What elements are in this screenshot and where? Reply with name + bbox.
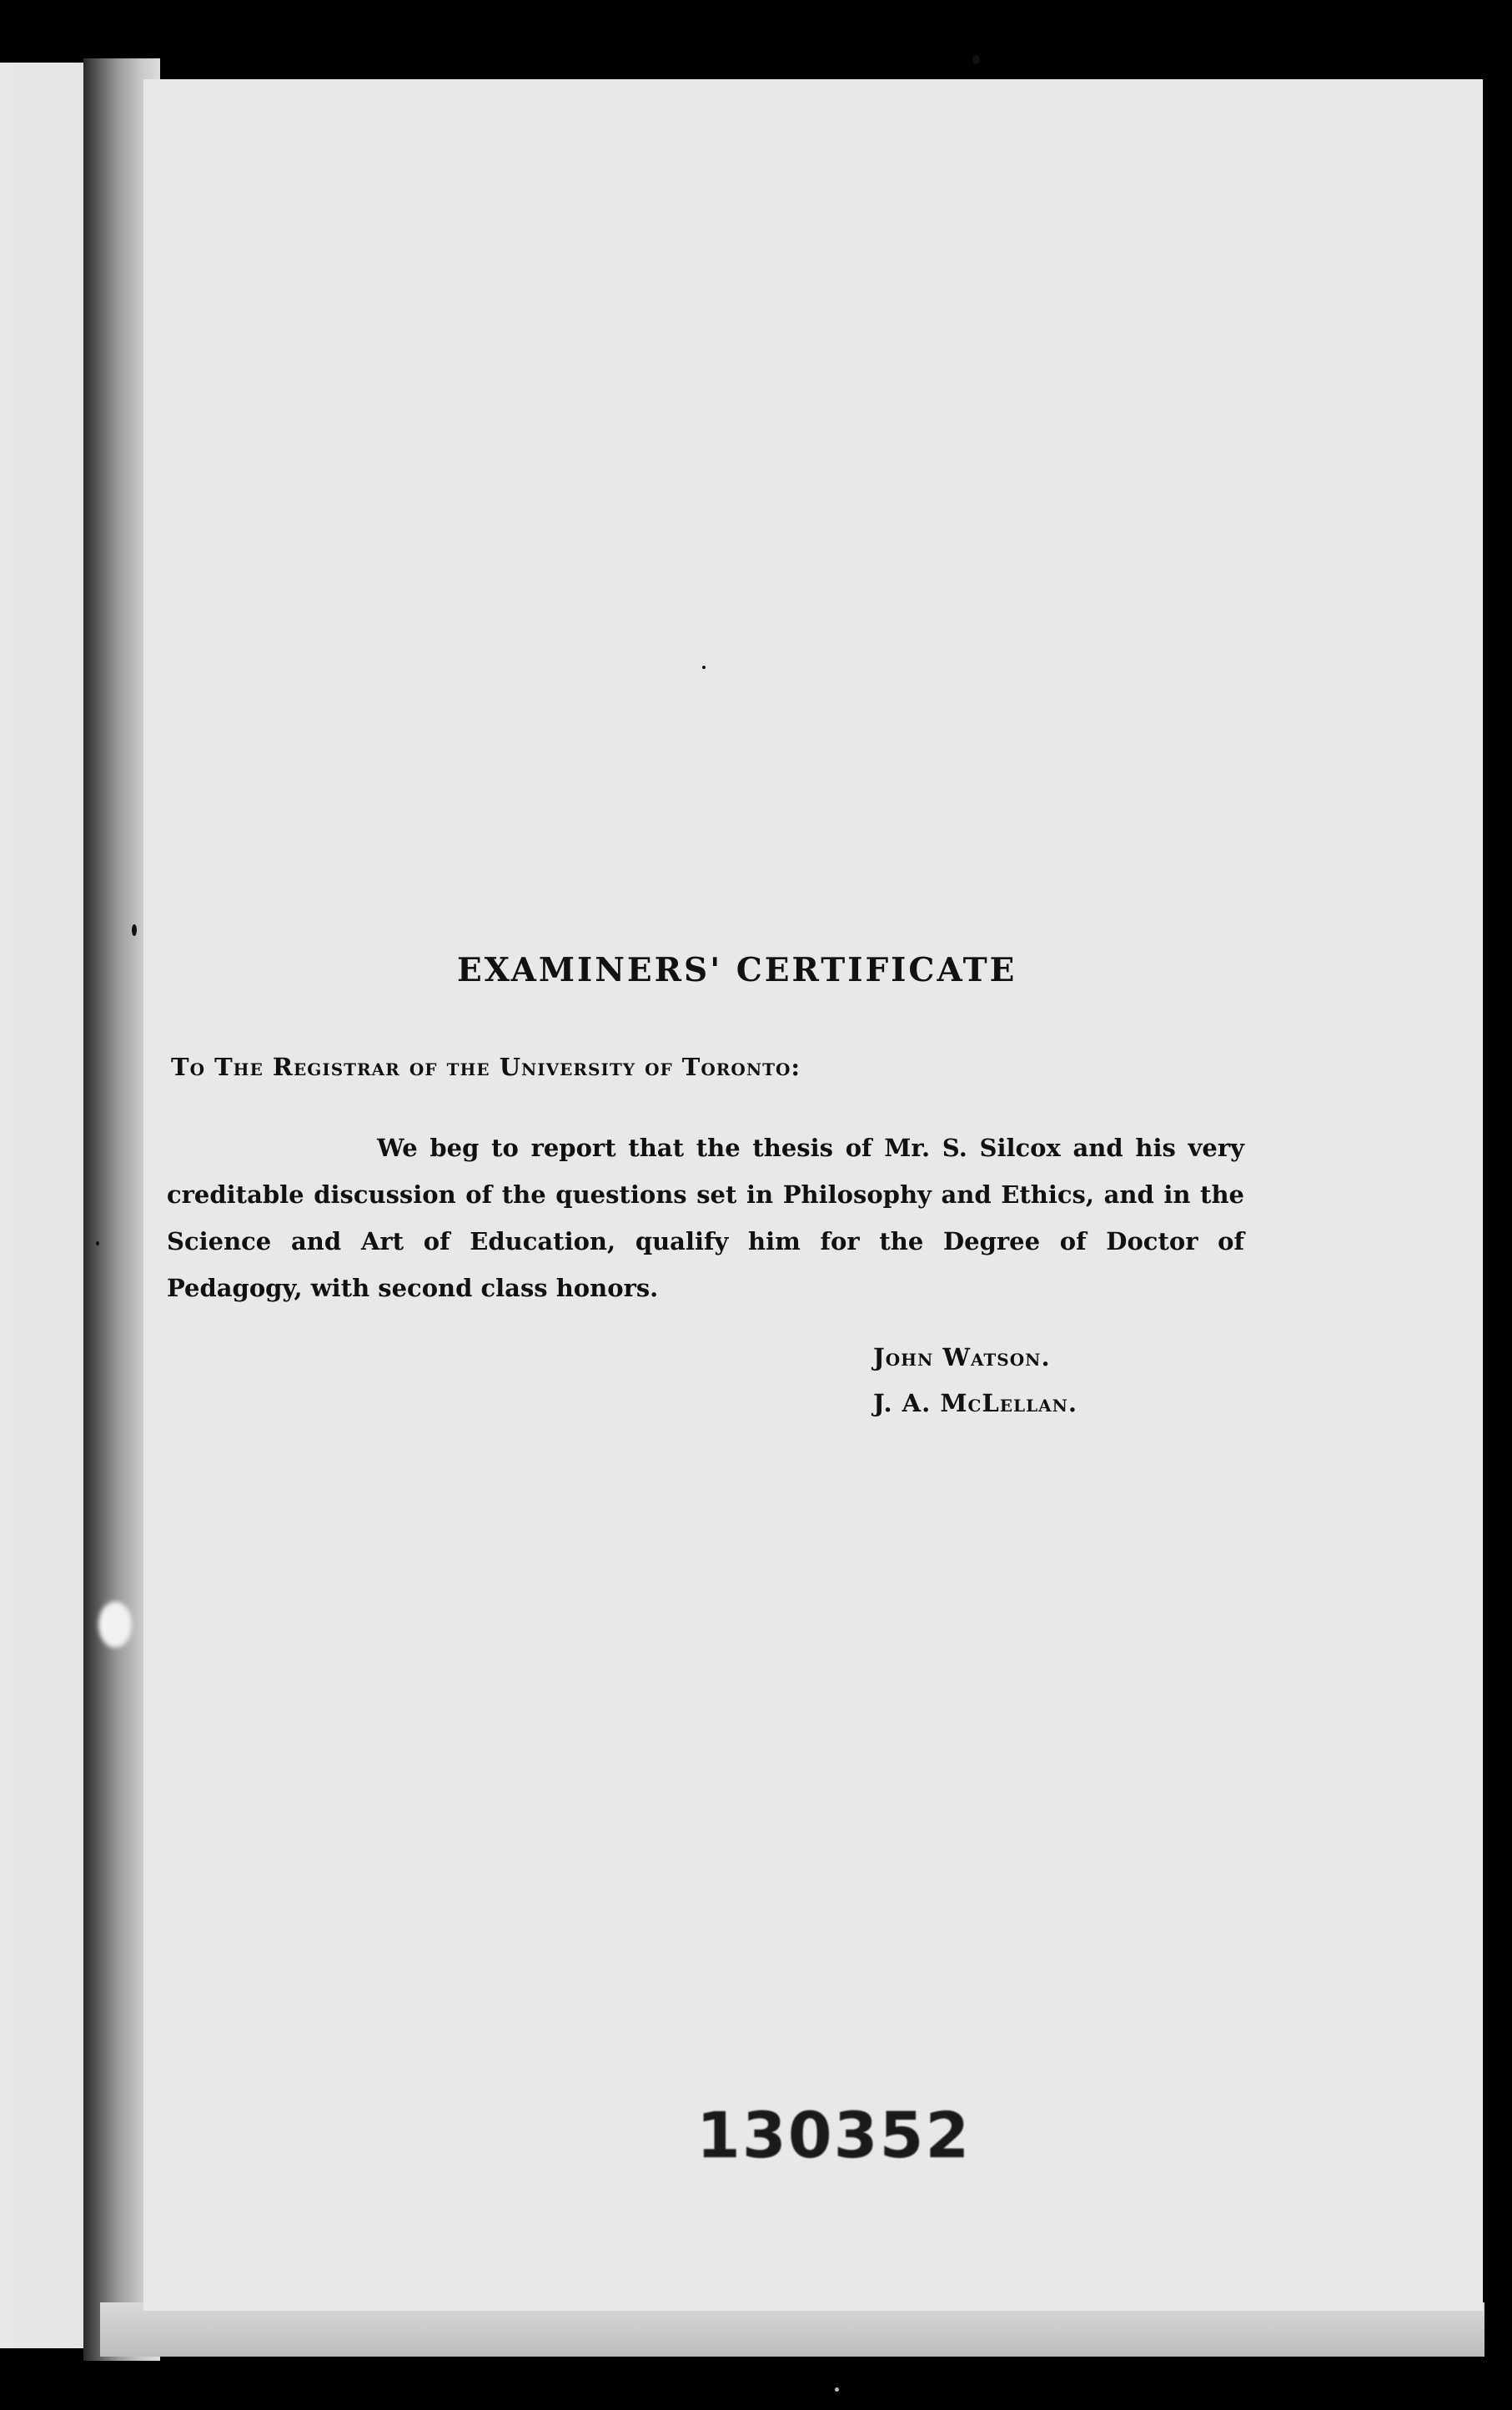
signatory-mclellan: J. A. McLellan. [873,1389,1078,1417]
accession-number-stamp: 130352 [696,2098,972,2172]
certificate-body: We beg to report that the thesis of Mr. S. Silcox and his very creditable discussion of the questions set in Philosophy and Ethics, and in the Science and Art of Education, qualify him for the Degree of Doctor of Pedagogy, with second class honors. [167,1134,1244,1302]
addressee-line: To The Registrar of the University of Toronto: [171,1053,801,1081]
certificate-title: EXAMINERS' CERTIFICATE [457,951,1017,989]
signatory-john-watson: John Watson. [873,1343,1051,1371]
